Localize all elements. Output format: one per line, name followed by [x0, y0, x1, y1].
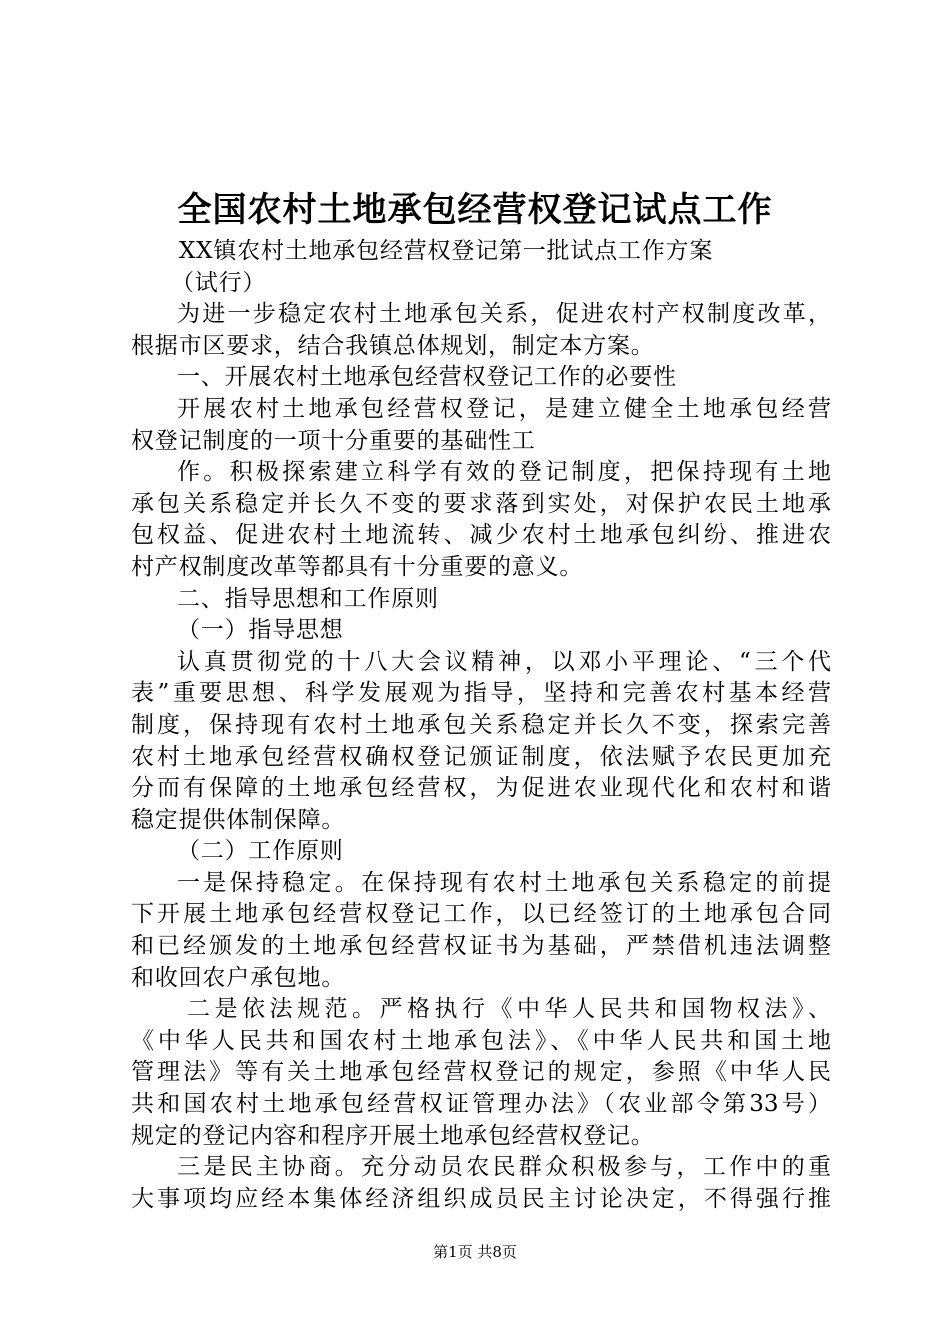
text-line: 村产权制度改革等都具有十分重要的意义。 [131, 553, 584, 580]
text-line: （试行） [171, 269, 267, 296]
text-line: 稳定提供体制保障。 [131, 806, 346, 833]
text-line: 农村土地承包经营权确权登记颁证制度，依法赋予农民更加充 [131, 743, 831, 770]
text-line: 承包关系稳定并长久不变的要求落到实处，对保护农民土地承 [131, 490, 831, 517]
text-line: 三是民主协商。充分动员农民群众积极参与，工作中的重 [177, 1154, 831, 1181]
text-line: （二）工作原则 [177, 838, 344, 865]
text-line: 共和国农村土地承包经营权证管理办法》（农业部令第33号） [131, 1091, 831, 1118]
page-footer: 第1页 共8页 [433, 1243, 517, 1261]
text-line: 大事项均应经本集体经济组织成员民主讨论决定，不得强行推 [131, 1185, 831, 1212]
text-line: 为进一步稳定农村土地承包关系，促进农村产权制度改革， [177, 301, 831, 328]
text-line: 和收回农户承包地。 [131, 964, 346, 991]
text-line: 开展农村土地承包经营权登记，是建立健全土地承包经营 [177, 395, 831, 422]
text-line: XX镇农村土地承包经营权登记第一批试点工作方案 [179, 238, 714, 264]
text-line: 作。积极探索建立科学有效的登记制度，把保持现有土地 [177, 459, 831, 486]
text-line: 包权益、促进农村土地流转、减少农村土地承包纠纷、推进农 [131, 522, 831, 549]
text-line: 一是保持稳定。在保持现有农村土地承包关系稳定的前提 [177, 869, 831, 896]
text-line: 认真贯彻党的十八大会议精神，以邓小平理论、“三个代 [177, 648, 831, 675]
text-line: 根据市区要求，结合我镇总体规划，制定本方案。 [131, 332, 655, 359]
text-line: 和已经颁发的土地承包经营权证书为基础，严禁借机违法调整 [131, 933, 831, 960]
text-line: 《中华人民共和国农村土地承包法》、《中华人民共和国土地 [131, 1027, 831, 1054]
text-line: 权登记制度的一项十分重要的基础性工 [131, 427, 536, 454]
document-title: 全国农村土地承包经营权登记试点工作 [177, 190, 773, 230]
text-line: 二是依法规范。严格执行《中华人民共和国物权法》、 [187, 996, 831, 1023]
text-line: 规定的登记内容和程序开展土地承包经营权登记。 [131, 1122, 655, 1149]
text-line: 下开展土地承包经营权登记工作，以已经签订的土地承包合同 [131, 901, 831, 928]
document-body [131, 236, 831, 1215]
text-line: 二、指导思想和工作原则 [177, 585, 439, 612]
text-line: 一、开展农村土地承包经营权登记工作的必要性 [177, 364, 677, 391]
text-line: （一）指导思想 [177, 617, 344, 644]
text-line: 表”重要思想、科学发展观为指导，坚持和完善农村基本经营 [131, 680, 831, 707]
text-line: 分而有保障的土地承包经营权，为促进农业现代化和农村和谐 [131, 775, 831, 802]
text-line: 制度，保持现有农村土地承包关系稳定并长久不变，探索完善 [131, 711, 831, 738]
text-line: 管理法》等有关土地承包经营权登记的规定，参照《中华人民 [131, 1059, 831, 1086]
